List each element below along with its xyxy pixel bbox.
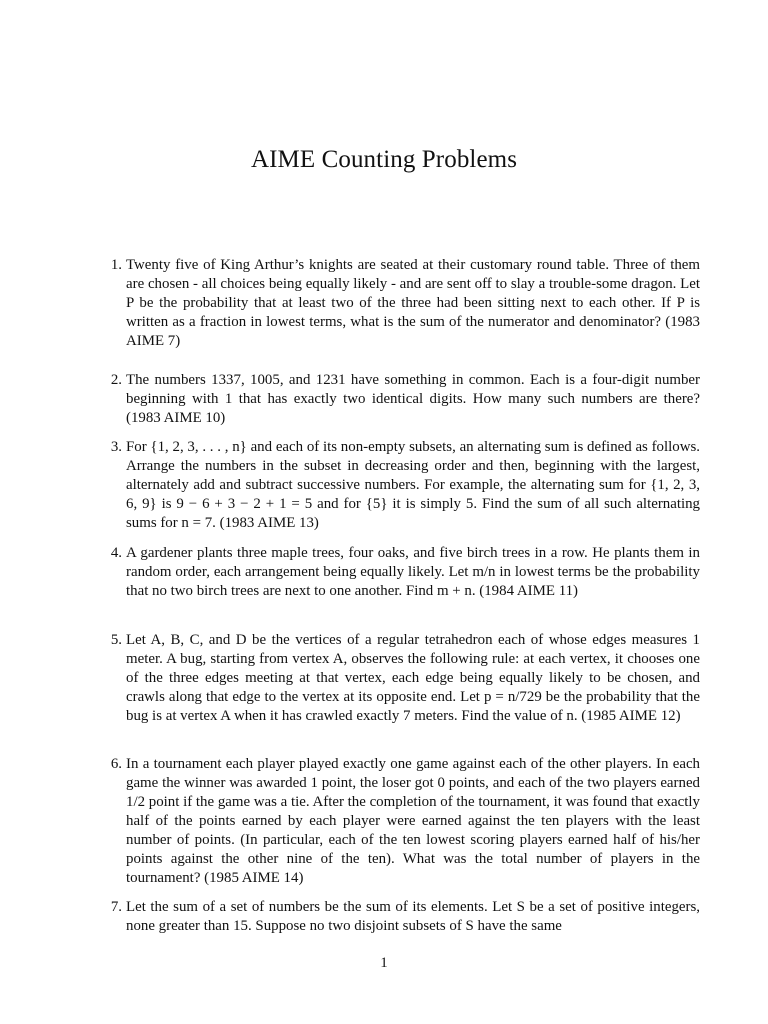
- problem-number: 6.: [110, 756, 122, 772]
- problem-text: The numbers 1337, 1005, and 1231 have something in common. Each is a four-digit number beginning with 1 that has exactly two identical digits. How many such numbers are there? (1983 AIME 10): [126, 372, 700, 426]
- problem-2: [104, 371, 700, 428]
- problem-number: 5.: [110, 632, 122, 648]
- problem-number: 1.: [110, 257, 122, 273]
- document-title: AIME Counting Problems: [250, 146, 518, 173]
- problem-6: [104, 755, 700, 888]
- problem-number: 7.: [110, 899, 122, 915]
- problem-text: Twenty five of King Arthur’s knights are seated at their customary round table. Three of them are chosen - all choices being equally likely - and are sent off to slay a trouble-some dragon. Let P be the probability that at least two of the three had been sitting next to each other. If P is written as a fraction in lowest terms, what is the sum of the numerator and denominator? (1983 AIME 7): [126, 257, 700, 349]
- page-number: 1: [380, 955, 388, 971]
- problem-5: [104, 631, 700, 726]
- problem-text: Let A, B, C, and D be the vertices of a regular tetrahedron each of whose edges measures 1 meter. A bug, starting from vertex A, observes the following rule: at each vertex, it chooses one of the three edges meeting at that vertex, each edge being equally likely to be chosen, and crawls along that edge to the vertex at its opposite end. Let p = n/729 be the probability that the bug is at vertex A when it has crawled exactly 7 meters. Find the value of n. (1985 AIME 12): [126, 632, 700, 724]
- problem-7: [104, 898, 700, 936]
- problem-3: [104, 438, 700, 533]
- problem-4: [104, 544, 700, 601]
- problem-text: For {1, 2, 3, . . . , n} and each of its non-empty subsets, an alternating sum is defined as follows. Arrange the numbers in the subset in decreasing order and then, beginning with the largest, alternately add and subtract successive numbers. For example, the alternating sum for {1, 2, 3, 6, 9} is 9 − 6 + 3 − 2 + 1 = 5 and for {5} it is simply 5. Find the sum of all such alternating sums for n = 7. (1983 AIME 13): [126, 439, 700, 531]
- problem-text: Let the sum of a set of numbers be the sum of its elements. Let S be a set of positive integers, none greater than 15. Suppose no two disjoint subsets of S have the same: [126, 899, 700, 934]
- problem-text: In a tournament each player played exactly one game against each of the other players. In each game the winner was awarded 1 point, the loser got 0 points, and each of the two players earned 1/2 point if the game was a tie. After the completion of the tournament, it was found that exactly half of the points earned by each player were earned against the ten players with the least number of points. (In particular, each of the ten lowest scoring players earned half of his/her points against the other nine of the ten). What was the total number of players in the tournament? (1985 AIME 14): [126, 756, 700, 886]
- problem-number: 3.: [110, 439, 122, 455]
- problem-number: 4.: [110, 545, 122, 561]
- problem-text: A gardener plants three maple trees, four oaks, and five birch trees in a row. He plants them in random order, each arrangement being equally likely. Let m/n in lowest terms be the probability that no two birch trees are next to one another. Find m + n. (1984 AIME 11): [126, 545, 700, 599]
- problem-number: 2.: [110, 372, 122, 388]
- problem-1: [104, 256, 700, 351]
